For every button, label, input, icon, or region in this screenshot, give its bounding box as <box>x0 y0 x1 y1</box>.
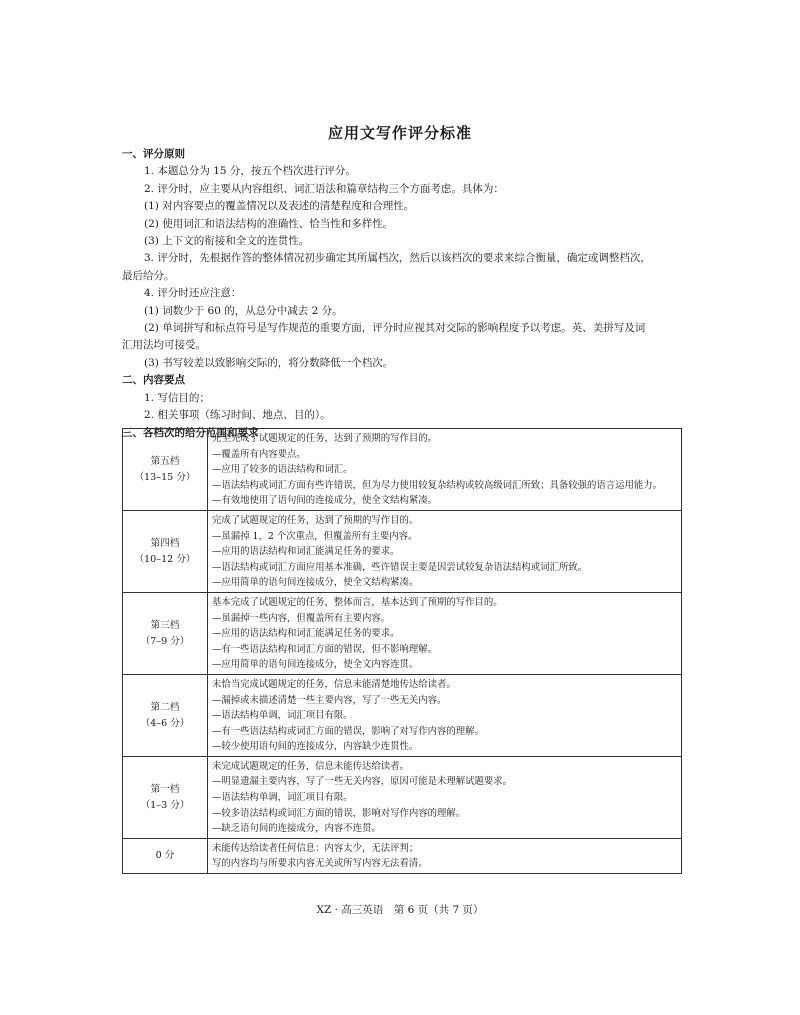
table-row <box>123 510 682 592</box>
page-title: 应用文写作评分标准 <box>327 124 472 142</box>
principle-line: (3) 上下文的衔接和全文的连贯性。 <box>144 235 310 248</box>
principle-line: 1. 本题总分为 15 分，按五个档次进行评分。 <box>144 165 356 178</box>
section-heading-bands: 三、各档次的给分范围和要求 <box>122 426 259 439</box>
band-description-line: 写的内容均与所要求内容无关或所写内容无法看清。 <box>212 858 428 870</box>
principle-line: (2) 使用词汇和语法结构的准确性、恰当性和多样性。 <box>144 217 394 230</box>
content-point-line: 2. 相关事项（练习时间、地点、目的）。 <box>144 409 331 422</box>
band-description-line: —虽漏掉 1，2 个次重点，但覆盖所有主要内容。 <box>212 530 418 542</box>
band-name: 第五档 <box>150 455 180 467</box>
band-description-line: —有一些语法结构或词汇方面的错误，影响了对写作内容的理解。 <box>212 725 484 737</box>
band-description-line: 未完成试题规定的任务，信息未能传达给读者。 <box>212 760 409 772</box>
principle-line: (1) 词数少于 60 的，从总分中减去 2 分。 <box>144 304 343 317</box>
principle-line: (1) 对内容要点的覆盖情况以及表述的清楚程度和合理性。 <box>144 200 415 213</box>
band-description-line: —应用简单的语句间连接成分，使全文结构紧凑。 <box>212 577 419 589</box>
band-description-cell <box>208 674 682 756</box>
band-description-line: —覆盖所有内容要点。 <box>212 448 306 460</box>
band-description-line: —应用了较多的语法结构和词汇。 <box>212 464 353 476</box>
band-range: （7–9 分） <box>140 635 190 647</box>
table-row <box>123 756 682 838</box>
band-range: （4–6 分） <box>140 717 190 729</box>
page-footer: XZ · 高三英语 第 6 页（共 7 页） <box>316 904 484 916</box>
band-description-line: —语法结构或词汇方面应用基本准确，些许错误主要是因尝试较复杂语法结构或词汇所致。 <box>212 561 588 573</box>
band-description-line: —较少使用语句间的连接成分，内容缺少连贯性。 <box>212 741 419 753</box>
band-description-line: —有一些语法结构和词汇方面的错误，但不影响理解。 <box>212 643 438 655</box>
band-description-line: 完全完成了试题规定的任务，达到了预期的写作目的。 <box>212 433 438 444</box>
principle-line: 最后给分。 <box>122 269 175 282</box>
band-description-line: —漏掉或未描述清楚一些主要内容，写了一些无关内容。 <box>212 694 447 706</box>
band-description-cell <box>208 756 682 838</box>
table-row <box>123 838 682 873</box>
content-point-line: 1. 写信目的； <box>144 391 210 404</box>
scoring-bands-table <box>122 428 682 874</box>
table-row <box>123 592 682 674</box>
band-description-cell <box>208 838 682 873</box>
band-description-line: —应用的语法结构和词汇能满足任务的要求。 <box>212 546 400 558</box>
band-description-line: 基本完成了试题规定的任务，整体而言，基本达到了预期的写作目的。 <box>212 596 503 608</box>
band-description-cell <box>208 429 682 511</box>
band-description-line: —有效地使用了语句间的连接成分，使全文结构紧凑。 <box>212 495 438 507</box>
principle-line: 2. 评分时，应主要从内容组织、词汇语法和篇章结构三个方面考虑。具体为： <box>144 182 504 195</box>
band-name: 0 分 <box>155 850 175 862</box>
table-row <box>123 429 682 511</box>
principle-line: 汇用法均可接受。 <box>122 339 206 352</box>
band-description-line: 未恰当完成试题规定的任务，信息未能清楚地传达给读者。 <box>212 678 456 690</box>
band-label-cell <box>123 756 208 838</box>
principle-line: (3) 书写较差以致影响交际的，将分数降低一个档次。 <box>144 356 394 369</box>
band-label-cell <box>123 674 208 756</box>
band-description-line: —语法结构单调，词汇项目有限。 <box>212 710 353 722</box>
band-description-cell <box>208 510 682 592</box>
section-heading-principles: 一、评分原则 <box>122 148 185 160</box>
band-description-line: —虽漏掉一些内容，但覆盖所有主要内容。 <box>212 612 391 624</box>
band-description-line: 完成了试题规定的任务，达到了预期的写作目的。 <box>212 514 419 526</box>
band-description-line: —应用的语法结构和词汇能满足任务的要求。 <box>212 628 400 640</box>
band-range: （10–12 分） <box>134 553 196 565</box>
band-label-cell <box>123 429 208 511</box>
principle-line: 3. 评分时，先根据作答的整体情况初步确定其所属档次，然后以该档次的要求来综合衡量，确定或调整档次， <box>144 252 651 265</box>
band-description-cell <box>208 592 682 674</box>
band-name: 第二档 <box>150 701 180 713</box>
band-description-line: —语法结构单调，词汇项目有限。 <box>212 792 353 804</box>
band-label-cell <box>123 592 208 674</box>
band-description-line: —缺乏语句间的连接成分，内容不连贯。 <box>212 823 381 835</box>
band-range: （1–3 分） <box>140 799 190 811</box>
band-description-line: —语法结构或词汇方面有些许错误，但为尽力使用较复杂结构或较高级词汇所致；具备较强的语言运用能力。 <box>212 479 663 491</box>
band-name: 第一档 <box>150 783 180 795</box>
table-row <box>123 674 682 756</box>
principle-line: 4. 评分时还应注意： <box>144 287 242 300</box>
band-description-line: —明显遗漏主要内容，写了一些无关内容，原因可能是未理解试题要求。 <box>212 776 513 788</box>
band-range: （13–15 分） <box>134 471 196 483</box>
band-label-cell <box>123 838 208 873</box>
band-name: 第三档 <box>150 619 180 631</box>
principle-line: (2) 单词拼写和标点符号是写作规范的重要方面，评分时应视其对交际的影响程度予以考虑。英、美拼写及词 <box>144 322 646 335</box>
band-description-line: —应用简单的语句间连接成分，使全文内容连贯。 <box>212 659 419 671</box>
band-description-line: 未能传达给读者任何信息：内容太少，无法评判； <box>212 842 419 854</box>
band-label-cell <box>123 510 208 592</box>
band-name: 第四档 <box>150 537 180 549</box>
document-body <box>122 146 682 442</box>
section-heading-content-points: 二、内容要点 <box>122 374 185 387</box>
band-description-line: —较多语法结构或词汇方面的错误，影响对写作内容的理解。 <box>212 807 466 819</box>
